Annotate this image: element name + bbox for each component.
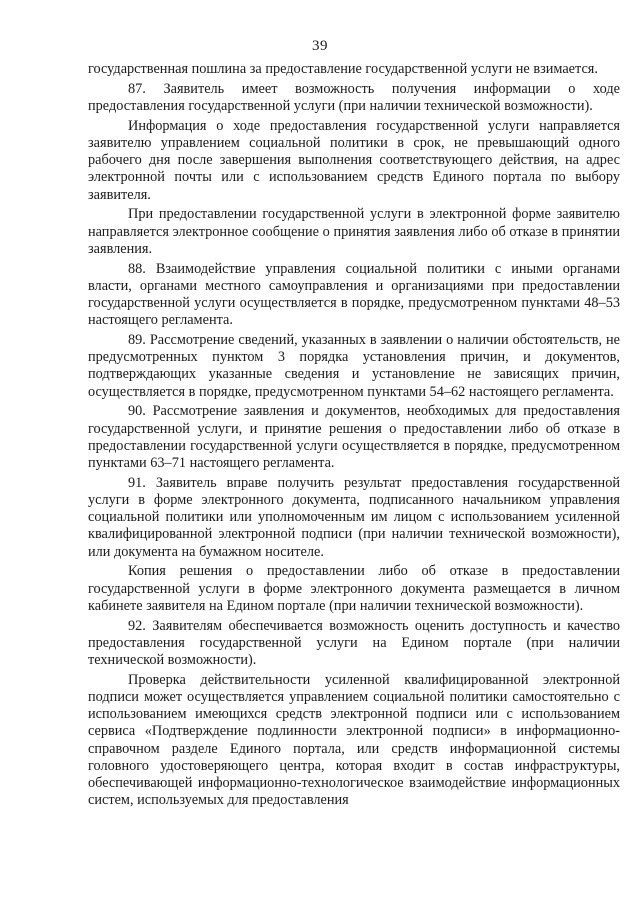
paragraph-signature-check: Проверка действительности усиленной квалифицированной электронной подписи может осуществляется управлением социальной политики самостоятельно с использованием имеющихся средств электронной подписи или с использованием сервиса «Подтверждение подлинности электронной подписи» в информационно-справочном разделе Единого портала, или средств информационной системы головного удостоверяющего центра, которая входит в состав инфраструктуры, обеспечивающей информационно-технологическое взаимодействие информационных систем, используемых для предоставления (88, 671, 620, 809)
paragraph-electronic-message: При предоставлении государственной услуги в электронной форме заявителю направляется электронное сообщение о принятия заявления либо об отказе в принятии заявления. (88, 206, 620, 257)
document-body (88, 61, 620, 812)
paragraph-88: 88. Взаимодействие управления социальной политики с иными органами власти, органами местного самоуправления и организациями при предоставлении государственной услуги осуществляется в порядке, предусмотренном пунктами 48–53 настоящего регламента. (88, 260, 620, 329)
paragraph-92: 92. Заявителям обеспечивается возможность оценить доступность и качество предоставления государственной услуги на Едином портале (при наличии технической возможности). (88, 617, 620, 669)
paragraph-90: 90. Рассмотрение заявления и документов, необходимых для предоставления государственной услуги, и принятие решения о предоставлении либо об отказе в предоставлении государственной услуги осуществляется в порядке, предусмотренном пунктами 63–71 настоящего регламента. (88, 403, 620, 472)
page-number: 39 (312, 38, 328, 54)
paragraph-87: 87. Заявитель имеет возможность получения информации о ходе предоставления государственной услуги (при наличии технической возможности). (88, 80, 620, 114)
paragraph-decision-copy: Копия решения о предоставлении либо об отказе в предоставлении государственной услуги в форме электронного документа размещается в личном кабинете заявителя на Едином портале (при наличии технической возможности). (88, 563, 620, 614)
paragraph-89: 89. Рассмотрение сведений, указанных в заявлении о наличии обстоятельств, не предусмотренных пунктом 3 порядка установления причин, и документов, подтверждающих указанные сведения и установление не зависящих причин, осуществляется в порядке, предусмотренном пунктами 54–62 настоящего регламента. (88, 332, 620, 400)
paragraph-fee-continuation: государственная пошлина за предоставление государственной услуги не взимается. (88, 61, 598, 77)
paragraph-progress-info: Информация о ходе предоставления государственной услуги направляется заявителю управлением социальной политики в срок, не превышающий одного рабочего дня после завершения выполнения соответствующего действия, на адрес электронной почты или с использованием средств Единого портала по выбору заявителя. (88, 117, 620, 203)
paragraph-91: 91. Заявитель вправе получить результат предоставления государственной услуги в форме электронного документа, подписанного начальником управления социальной политики или уполномоченным им лицом с использованием усиленной квалифицированной электронной подписи (при наличии технической возможности), или документа на бумажном носителе. (88, 474, 620, 560)
